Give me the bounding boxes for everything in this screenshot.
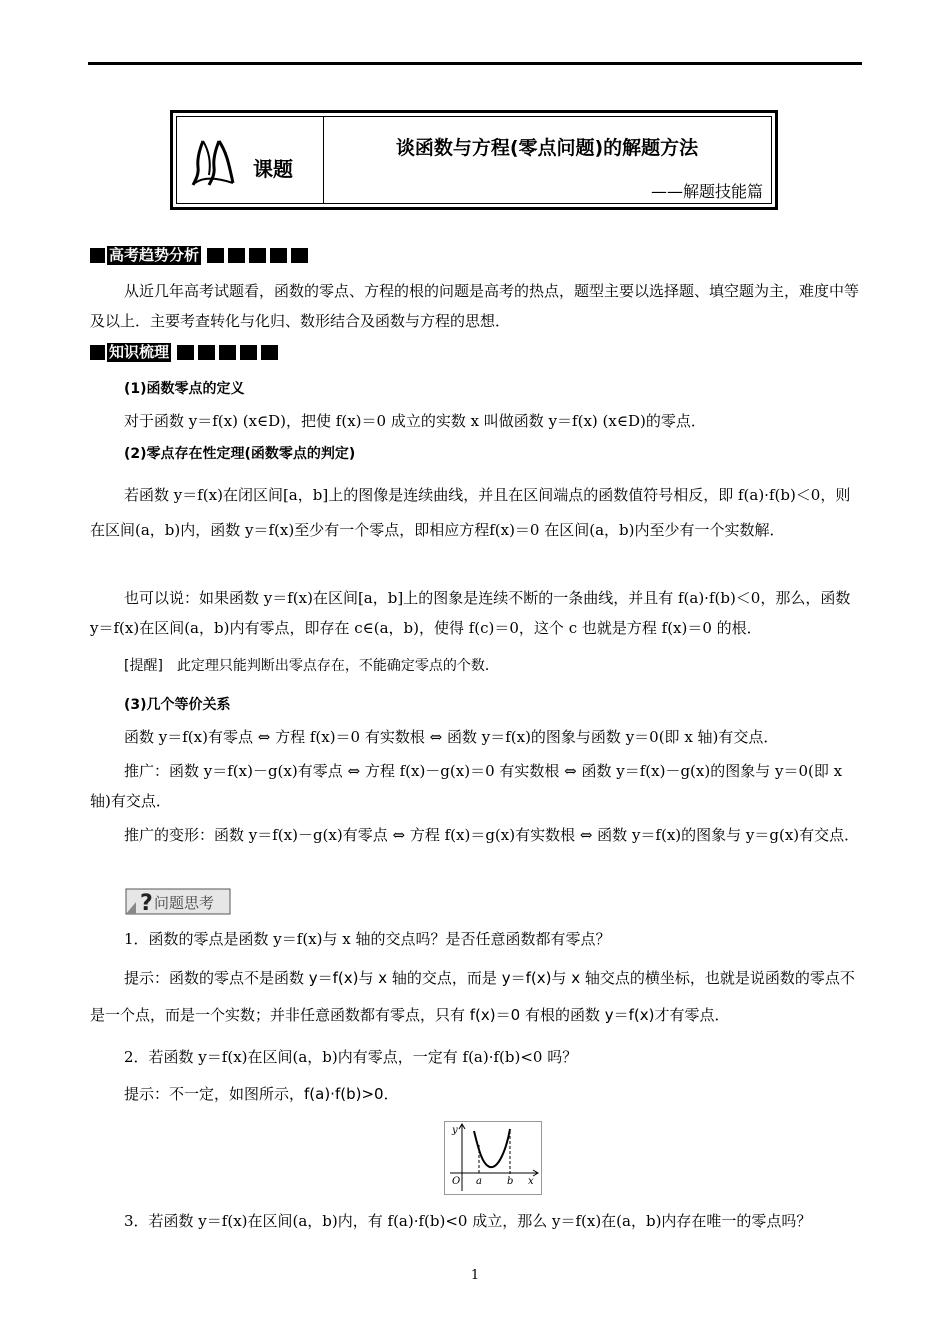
graph-b-label: b xyxy=(507,1176,514,1187)
graph-x-label: x xyxy=(528,1176,534,1187)
theorem-restatement: 也可以说：如果函数 y＝f(x)在区间[a，b]上的图象是连续不断的一条曲线，并且有 f(a)·f(b)＜0，那么，函数 y＝f(x)在区间(a，b)内有零点，即存在 c∈(a，b)，使得 f(c)＝0，这个 c 也就是方程 f(x)＝0 的根． xyxy=(90,589,851,637)
answer-2: 提示：不一定，如图所示，f(a)·f(b)>0． xyxy=(124,1085,399,1103)
section-heading-trend xyxy=(90,246,312,265)
subheading-equivalence: (3)几个等价关系 xyxy=(124,697,231,713)
section-heading-text: 高考趋势分析 xyxy=(109,246,200,264)
document-title: 谈函数与方程(零点问题)的解题方法 xyxy=(395,137,699,159)
course-logo-icon xyxy=(189,137,239,189)
section-heading-knowledge xyxy=(90,343,282,362)
subheading-theorem: (2)零点存在性定理(函数零点的判定) xyxy=(124,446,356,462)
question-1: 1．函数的零点是函数 y＝f(x)与 x 轴的交点吗？是否任意函数都有零点？ xyxy=(124,930,611,948)
title-left-cell xyxy=(177,117,324,203)
page-number: 1 xyxy=(470,1268,480,1283)
question-2: 2．若函数 y＝f(x)在区间(a，b)内有零点，一定有 f(a)·f(b)<0 吗？ xyxy=(124,1048,578,1066)
reminder-note: [提醒] 此定理只能判断出零点存在，不能确定零点的个数． xyxy=(124,658,499,674)
graph-y-label: y xyxy=(452,1125,458,1136)
equivalence-2: 推广：函数 y＝f(x)－g(x)有零点 ⇔ 方程 f(x)－g(x)＝0 有实数根 ⇔ 函数 y＝f(x)－g(x)的图象与 y＝0(即 x 轴)有交点． xyxy=(90,762,843,810)
graph-a-label: a xyxy=(476,1176,482,1187)
question-think-badge xyxy=(124,886,232,916)
think-badge-text: 问题思考 xyxy=(154,894,215,912)
title-box xyxy=(170,110,778,210)
section-heading-text: 知识梳理 xyxy=(109,343,170,361)
equivalence-3: 推广的变形：函数 y＝f(x)－g(x)有零点 ⇔ 方程 f(x)＝g(x)有实数根 ⇔ 函数 y＝f(x)的图象与 y＝g(x)有交点． xyxy=(124,826,860,844)
question-3: 3．若函数 y＝f(x)在区间(a，b)内，有 f(a)·f(b)<0 成立，那么 y＝f(x)在(a，b)内存在唯一的零点吗？ xyxy=(124,1212,812,1230)
definition-paragraph: 对于函数 y＝f(x) (x∈D)，把使 f(x)＝0 成立的实数 x 叫做函数 y＝f(x) (x∈D)的零点． xyxy=(124,412,706,430)
answer-1: 提示：函数的零点不是函数 y＝f(x)与 x 轴的交点，而是 y＝f(x)与 x 轴交点的横坐标，也就是说函数的零点不是一个点，而是一个实数；并非任意函数都有零点，只有 f(x)＝0 有根的函数 y＝f(x)才有零点． xyxy=(90,969,855,1024)
subheading-definition: (1)函数零点的定义 xyxy=(124,381,245,397)
theorem-paragraph: 若函数 y＝f(x)在闭区间[a，b]上的图像是连续曲线，并且在区间端点的函数值符号相反，即 f(a)·f(b)＜0，则在区间(a，b)内，函数 y＝f(x)至少有一个零点，即相应方程f(x)＝0 在区间(a，b)内至少有一个实数解． xyxy=(90,486,851,539)
svg-text:?: ? xyxy=(140,891,153,916)
equivalence-1: 函数 y＝f(x)有零点 ⇔ 方程 f(x)＝0 有实数根 ⇔ 函数 y＝f(x)的图象与函数 y＝0(即 x 轴)有交点． xyxy=(124,728,779,746)
top-rule xyxy=(88,62,862,65)
graph-origin-label: O xyxy=(452,1176,461,1187)
title-label: 课题 xyxy=(253,157,293,181)
trend-paragraph: 从近几年高考试题看，函数的零点、方程的根的问题是高考的热点，题型主要以选择题、填空题为主，难度中等及以上．主要考查转化与化归、数形结合及函数与方程的思想． xyxy=(90,282,860,330)
zero-point-graph xyxy=(444,1121,542,1195)
document-subtitle: ——解题技能篇 xyxy=(650,182,763,201)
